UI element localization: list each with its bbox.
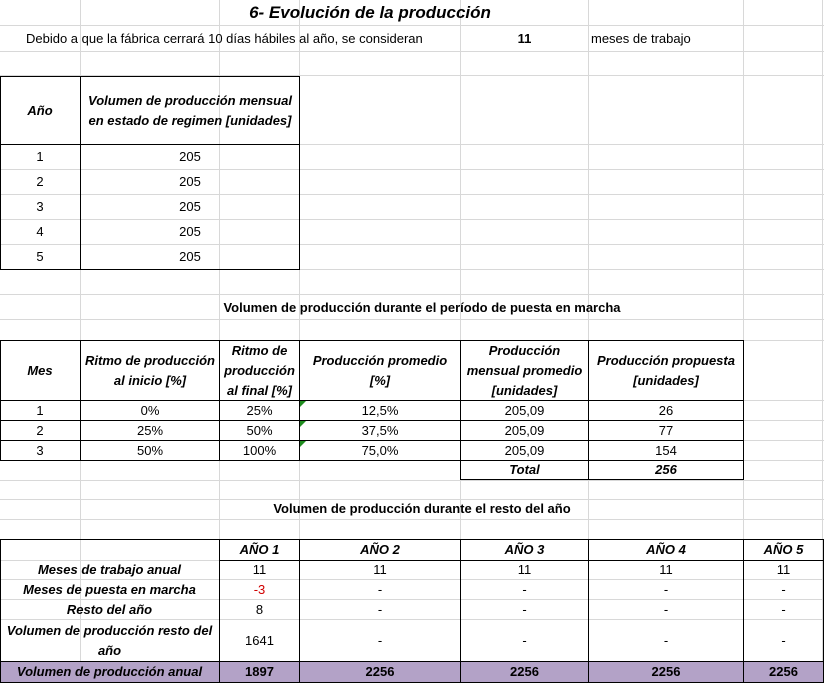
gridline [0,480,824,481]
gridline [0,51,824,52]
value-cell[interactable]: 11 [659,562,673,577]
value-cell[interactable]: - [663,632,669,648]
startup-heading: Volumen de producción durante el período de puesta en marcha [223,299,621,315]
gridline [0,25,824,26]
regime-col-volume: Volumen de producción mensual en estado de regimen [unidades] [88,92,292,128]
startup-col-proposed: Producción propuesta [unidades] [597,352,735,388]
row-label: Volumen de producción resto del año [6,622,213,658]
startup-col-monthly-avg: Producción mensual promedio [unidades] [466,342,583,398]
startup-end-rate-cell[interactable]: 50% [246,422,273,438]
startup-proposed-cell[interactable]: 77 [658,422,674,438]
startup-monthly-avg-cell[interactable]: 205,09 [504,402,545,418]
startup-avg-rate-cell[interactable]: 75,0% [361,442,399,458]
regime-year-cell[interactable]: 5 [36,249,44,264]
value-cell[interactable]: 11 [517,562,532,577]
value-cell[interactable]: - [377,601,383,617]
startup-col-month: Mes [27,362,53,378]
annual-value-cell[interactable]: 2256 [651,664,681,679]
regime-volume-cell[interactable]: 205 [179,224,201,239]
error-indicator-icon [300,401,306,407]
value-cell-negative[interactable]: -3 [253,581,266,597]
startup-total-label: Total [509,462,540,477]
value-cell[interactable]: - [522,632,527,648]
startup-monthly-avg-cell[interactable]: 205,09 [504,422,545,438]
annual-row-label: Volumen de producción anual [16,664,203,679]
value-cell[interactable]: 11 [776,562,791,577]
startup-proposed-cell[interactable]: 154 [655,442,677,458]
year-header: AÑO 3 [504,542,545,557]
value-cell[interactable]: - [781,632,786,648]
startup-end-rate-cell[interactable]: 100% [242,442,277,458]
error-indicator-icon [300,441,306,447]
regime-year-cell[interactable]: 3 [36,199,44,214]
value-cell[interactable]: - [781,601,786,617]
year-header: AÑO 1 [239,542,280,557]
startup-monthly-avg-cell[interactable]: 205,09 [504,442,545,458]
year-header: AÑO 4 [646,542,686,557]
row-label: Meses de puesta en marcha [23,581,196,597]
intro-text: Debido a que la fábrica cerrará 10 días hábiles al año, se consideran [26,31,423,46]
year-header: AÑO 5 [763,542,804,557]
value-cell[interactable]: 11 [252,562,267,577]
gridline [0,319,824,320]
gridline [0,519,824,520]
value-cell[interactable]: 8 [255,601,264,617]
startup-avg-rate-cell[interactable]: 12,5% [361,402,399,418]
regime-year-cell[interactable]: 1 [36,149,44,164]
row-label: Meses de trabajo anual [37,562,182,577]
startup-start-rate-cell[interactable]: 0% [140,402,160,418]
value-cell[interactable]: - [522,581,527,597]
rest-heading: Volumen de producción durante el resto del año [273,501,571,516]
startup-start-rate-cell[interactable]: 25% [136,422,164,438]
startup-month-cell[interactable]: 2 [36,422,44,438]
annual-value-cell[interactable]: 2256 [365,664,395,679]
page-title: 6- Evolución de la producción [249,3,491,22]
startup-col-end-rate: Ritmo de producción al final [%] [224,342,295,398]
regime-volume-cell[interactable]: 205 [179,149,201,164]
startup-month-cell[interactable]: 3 [36,442,44,458]
value-cell[interactable]: - [377,632,383,648]
startup-end-rate-cell[interactable]: 25% [246,402,273,418]
table-divider [460,479,744,480]
startup-col-start-rate: Ritmo de producción al inicio [%] [85,352,215,388]
row-label: Resto del año [66,601,153,617]
startup-col-avg-rate: Producción promedio [%] [312,352,448,388]
working-months-value[interactable]: 11 [517,31,532,46]
value-cell[interactable]: - [663,601,669,617]
table-divider [743,340,744,480]
regime-year-cell[interactable]: 2 [36,174,44,189]
annual-value-cell[interactable]: 2256 [769,664,798,679]
regime-volume-cell[interactable]: 205 [179,249,201,264]
error-indicator-icon [300,421,306,427]
year-header: AÑO 2 [360,542,400,557]
value-cell[interactable]: - [663,581,669,597]
value-cell[interactable]: - [522,601,527,617]
startup-start-rate-cell[interactable]: 50% [136,442,164,458]
startup-proposed-cell[interactable]: 26 [658,402,674,418]
startup-avg-rate-cell[interactable]: 37,5% [361,422,399,438]
annual-value-cell[interactable]: 1897 [245,664,274,679]
value-cell[interactable]: - [377,581,383,597]
intro-suffix: meses de trabajo [591,31,691,46]
regime-year-cell[interactable]: 4 [36,224,44,239]
regime-volume-cell[interactable]: 205 [179,199,201,214]
gridline [0,294,824,295]
value-cell[interactable]: 11 [373,562,387,577]
regime-volume-cell[interactable]: 205 [179,174,201,189]
value-cell[interactable]: - [781,581,786,597]
value-cell[interactable]: 1641 [245,632,274,648]
startup-month-cell[interactable]: 1 [36,402,44,418]
regime-col-year: Año [27,102,53,118]
annual-value-cell[interactable]: 2256 [510,664,539,679]
startup-total-value[interactable]: 256 [655,462,677,477]
